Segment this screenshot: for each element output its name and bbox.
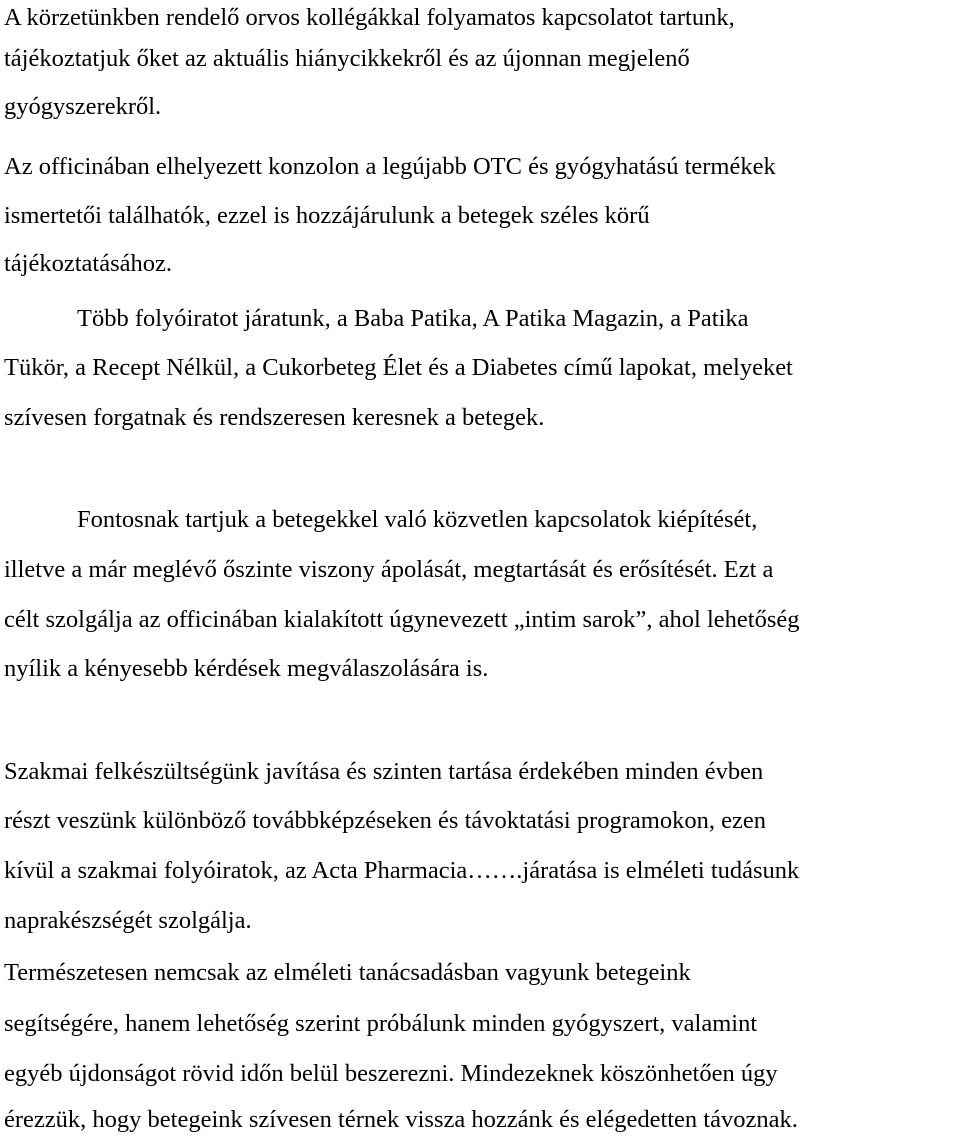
text-line: tájékoztatjuk őket az aktuális hiánycikkekről és az újonnan megjelenő: [4, 45, 690, 72]
text-line: Természetesen nemcsak az elméleti tanácsadásban vagyunk betegeink: [4, 959, 691, 986]
text-line: Tükör, a Recept Nélkül, a Cukorbeteg Élet és a Diabetes című lapokat, melyeket: [4, 354, 793, 381]
text-line: Fontosnak tartjuk a betegekkel való közvetlen kapcsolatok kiépítését,: [77, 506, 758, 533]
text-line: célt szolgálja az officinában kialakított úgynevezett „intim sarok”, ahol lehetőség: [4, 606, 800, 633]
text-line: részt veszünk különböző továbbképzéseken és távoktatási programokon, ezen: [4, 807, 766, 834]
text-line: gyógyszerekről.: [4, 93, 162, 120]
text-line: A körzetünkben rendelő orvos kollégákkal folyamatos kapcsolatot tartunk,: [4, 4, 735, 31]
text-line: szívesen forgatnak és rendszeresen keresnek a betegek.: [4, 404, 545, 431]
text-line: ismertetői találhatók, ezzel is hozzájárulunk a betegek széles körű: [4, 202, 650, 229]
text-line: Szakmai felkészültségünk javítása és szinten tartása érdekében minden évben: [4, 758, 764, 785]
text-line: nyílik a kényesebb kérdések megválaszolására is.: [4, 655, 489, 682]
text-line: kívül a szakmai folyóiratok, az Acta Pharmacia…….járatása is elméleti tudásunk: [4, 857, 800, 884]
text-line: segítségére, hanem lehetőség szerint próbálunk minden gyógyszert, valamint: [4, 1010, 758, 1037]
text-line: Több folyóiratot járatunk, a Baba Patika, A Patika Magazin, a Patika: [77, 305, 749, 332]
text-line: Az officinában elhelyezett konzolon a legújabb OTC és gyógyhatású termékek: [4, 153, 776, 180]
text-line: egyéb újdonságot rövid időn belül beszerezni. Mindezeknek köszönhetően úgy: [4, 1060, 778, 1087]
text-line: tájékoztatásához.: [4, 250, 173, 277]
text-line: naprakészségét szolgálja.: [4, 907, 252, 934]
text-line: illetve a már meglévő őszinte viszony ápolását, megtartását és erősítését. Ezt a: [4, 556, 774, 583]
text-line: érezzük, hogy betegeink szívesen térnek vissza hozzánk és elégedetten távoznak.: [4, 1106, 798, 1133]
